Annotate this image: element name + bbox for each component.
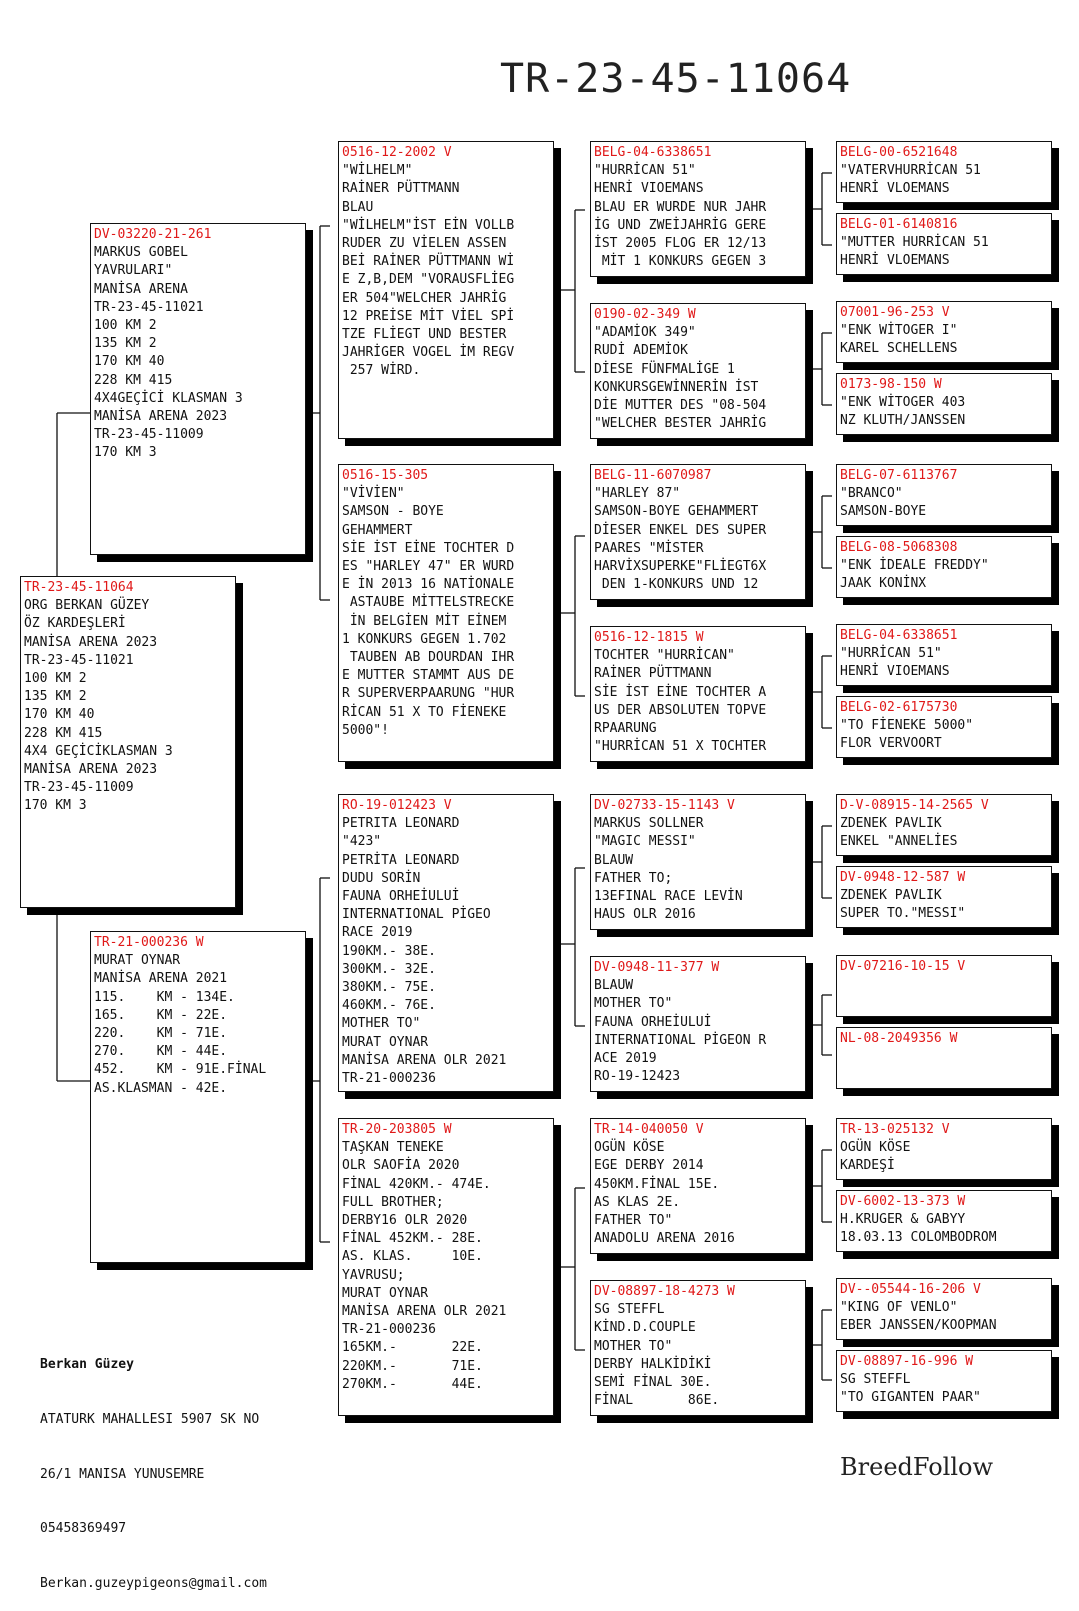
card-line: 12 PREİSE MİT VİEL SPİ [342, 308, 515, 324]
card-line: 170 KM 3 [24, 798, 87, 814]
card-line: 228 KM 415 [24, 725, 103, 741]
card-line: MURAT OYNAR [94, 953, 181, 969]
card-line: BLAUW [594, 852, 634, 868]
card-line: SİE İST EİNE TOCHTER A [594, 684, 767, 700]
card-line: 380KM.- 75E. [342, 980, 436, 996]
card-line: "ENK İDEALE FREDDY" [840, 558, 989, 574]
card-line: 13EFINAL RACE LEVİN [594, 889, 743, 905]
card-line: 460KM.- 76E. [342, 998, 436, 1014]
card-dam[interactable] [90, 931, 306, 1263]
card-line: "423" [342, 834, 382, 850]
card-line: ES "HARLEY 47" ER WURD [342, 559, 515, 575]
card-line: FAUNA ORHEİULUİ [342, 889, 460, 905]
card-line: 300KM.- 32E. [342, 961, 436, 977]
card-line: DİESE FÜNFMALİGE 1 [594, 361, 735, 377]
card-line: MANİSA ARENA OLR 2021 [342, 1304, 507, 1320]
card-line: BLAU [342, 199, 374, 215]
card-gggp-3[interactable] [836, 301, 1052, 363]
ring-number: BELG-04-6338651 [840, 628, 958, 643]
ring-number: TR-21-000236 W [94, 935, 204, 950]
ring-number: DV-03220-21-261 [94, 227, 212, 242]
card-line: DİESER ENKEL DES SUPER [594, 522, 767, 538]
card-line: İN BELGİEN MİT EİNEM [342, 613, 507, 629]
card-ggp-dam-dam-dam[interactable] [590, 1280, 806, 1416]
brand-logo: BreedFollow [840, 1453, 994, 1481]
card-line: INTERNATIONAL PİGEON R [594, 1032, 767, 1048]
card-line: MANİSA ARENA OLR 2021 [342, 1052, 507, 1068]
card-line: AS.KLASMAN - 42E. [94, 1080, 228, 1096]
card-line: ACE 2019 [594, 1051, 657, 1067]
ring-number: 0173-98-150 W [840, 377, 942, 392]
card-gggp-5[interactable] [836, 464, 1052, 526]
card-gggp-2[interactable] [836, 213, 1052, 275]
ring-number: BELG-02-6175730 [840, 700, 958, 715]
card-line: MOTHER TO" [342, 1016, 421, 1032]
card-line: "VATERVHURRİCAN 51 [840, 163, 981, 179]
card-line: INTERNATIONAL PİGEO [342, 907, 491, 923]
page-title: TR-23-45-11064 [500, 56, 852, 102]
card-line: "ENK WİTOGER I" [840, 323, 958, 339]
ring-number: BELG-07-6113767 [840, 468, 958, 483]
card-line: 220KM.- 71E. [342, 1358, 483, 1374]
card-line: 190KM.- 38E. [342, 943, 436, 959]
card-gggp-14[interactable] [836, 1190, 1052, 1252]
contact-phone: 05458369497 [40, 1521, 127, 1537]
card-gggp-7[interactable] [836, 624, 1052, 686]
card-line: RO-19-12423 [594, 1069, 681, 1085]
card-line: TR-23-45-11021 [24, 652, 134, 668]
card-line: PETRITA LEONARD [342, 816, 460, 832]
card-line: MANİSA ARENA [94, 281, 188, 297]
card-line: MURAT OYNAR [342, 1034, 429, 1050]
card-sire[interactable] [90, 223, 306, 555]
card-grandsire-maternal[interactable] [338, 794, 554, 1092]
card-line: MURAT OYNAR [342, 1285, 429, 1301]
card-line: 4X4 GEÇİCİKLASMAN 3 [24, 743, 173, 759]
card-line: 100 KM 2 [24, 671, 87, 687]
card-line: SAMSON - BOYE [342, 504, 444, 520]
card-gggp-13[interactable] [836, 1118, 1052, 1180]
card-line: 135 KM 2 [94, 336, 157, 352]
card-line: MANİSA ARENA 2023 [24, 634, 158, 650]
card-line: 18.03.13 COLOMBODROM [840, 1230, 997, 1246]
card-line: R SUPERVERPAARUNG "HUR [342, 686, 515, 702]
card-ggp-dam-sire-sire[interactable] [590, 794, 806, 930]
card-line: MANİSA ARENA 2021 [94, 971, 228, 987]
card-line: OGÜN KÖSE [594, 1140, 665, 1156]
card-line: 270. KM - 44E. [94, 1044, 228, 1060]
card-gggp-8[interactable] [836, 696, 1052, 758]
ring-number: DV-08897-18-4273 W [594, 1284, 735, 1299]
card-line: "MUTTER HURRİCAN 51 [840, 235, 989, 251]
ring-number: 0190-02-349 W [594, 307, 696, 322]
card-line: SAMSON-BOYE GEHAMMERT [594, 504, 759, 520]
card-line: TR-23-45-11021 [94, 299, 204, 315]
card-main-bird[interactable] [20, 576, 236, 908]
ring-number: BELG-01-6140816 [840, 217, 958, 232]
card-ggp-sire-dam-sire[interactable] [590, 464, 806, 600]
ring-number: RO-19-012423 V [342, 798, 452, 813]
card-gggp-16[interactable] [836, 1350, 1052, 1412]
card-line: TR-21-000236 [342, 1322, 436, 1338]
ring-number: DV-6002-13-373 W [840, 1194, 966, 1209]
card-line: "WİLHELM" [342, 163, 413, 179]
card-line: SEMİ FİNAL 30E. [594, 1375, 712, 1391]
card-line: ASTAUBE MİTTELSTRECKE [342, 595, 515, 611]
card-gggp-12[interactable] [836, 1027, 1052, 1089]
card-line: "TO FİENEKE 5000" [840, 718, 974, 734]
card-line: DERBY16 OLR 2020 [342, 1213, 468, 1229]
ring-number: 0516-15-305 [342, 468, 429, 483]
breeder-contact [40, 1320, 330, 1611]
card-line: HENRİ VLOEMANS [840, 253, 950, 269]
card-line: HENRİ VIOEMANS [840, 664, 950, 680]
card-line: 452. KM - 91E.FİNAL [94, 1062, 267, 1078]
card-line: PETRİTA LEONARD [342, 852, 460, 868]
ring-number: DV--05544-16-206 V [840, 1282, 981, 1297]
card-line: SUPER TO."MESSI" [840, 906, 966, 922]
contact-email[interactable]: Berkan.guzeypigeons@gmail.com [40, 1575, 267, 1591]
card-line: "WELCHER BESTER JAHRİG [594, 416, 767, 432]
card-line: OLR SAOFİA 2020 [342, 1158, 460, 1174]
card-ggp-sire-sire-sire[interactable] [590, 141, 806, 277]
card-line: RACE 2019 [342, 925, 413, 941]
card-line: FİNAL 420KM.- 474E. [342, 1176, 491, 1192]
card-line: 115. KM - 134E. [94, 989, 235, 1005]
card-line: SİE İST EİNE TOCHTER D [342, 540, 515, 556]
card-line: TOCHTER "HURRİCAN" [594, 648, 735, 664]
card-line: ORG BERKAN GÜZEY [24, 598, 150, 614]
card-line: GEHAMMERT [342, 522, 413, 538]
card-line: MANİSA ARENA 2023 [24, 762, 158, 778]
card-line: E MUTTER STAMMT AUS DE [342, 668, 515, 684]
card-line: RAİNER PÜTTMANN [342, 181, 460, 197]
card-line: "ENK WİTOGER 403 [840, 395, 966, 411]
card-gggp-6[interactable] [836, 536, 1052, 598]
card-line: "HURRİCAN 51" [594, 163, 696, 179]
contact-line: 26/1 MANISA YUNUSEMRE [40, 1466, 205, 1482]
card-line: BLAU ER WURDE NUR JAHR [594, 199, 767, 215]
card-line: RAİNER PÜTTMANN [594, 666, 712, 682]
card-line: "KING OF VENLO" [840, 1300, 958, 1316]
card-line: US DER ABSOLUTEN TOPVE [594, 702, 767, 718]
ring-number: BELG-04-6338651 [594, 145, 712, 160]
card-line: 100 KM 2 [94, 318, 157, 334]
card-line: "HARLEY 87" [594, 486, 681, 502]
card-line: 135 KM 2 [24, 689, 87, 705]
card-line: AS KLAS 2E. [594, 1194, 681, 1210]
card-line: E İN 2013 16 NATİONALE [342, 577, 515, 593]
card-line: FİNAL 452KM.- 28E. [342, 1231, 483, 1247]
card-gggp-1[interactable] [836, 141, 1052, 203]
card-line: H.KRUGER & GABYY [840, 1212, 966, 1228]
card-line: 5000"! [342, 722, 389, 738]
card-line: JAHRİGER VOGEL İM REGV [342, 345, 515, 361]
card-line: DEN 1-KONKURS UND 12 [594, 577, 759, 593]
card-line: JAAK KONİNX [840, 576, 927, 592]
card-line: 170 KM 40 [24, 707, 95, 723]
ring-number: BELG-08-5068308 [840, 540, 958, 555]
ring-number: DV-08897-16-996 W [840, 1354, 974, 1369]
ring-number: D-V-08915-14-2565 V [840, 798, 989, 813]
card-line: 257 WİRD. [342, 363, 421, 379]
ring-number: DV-02733-15-1143 V [594, 798, 735, 813]
card-line: FİNAL 86E. [594, 1393, 720, 1409]
ring-number: DV-0948-11-377 W [594, 960, 720, 975]
ring-number: TR-20-203805 W [342, 1122, 452, 1137]
card-ggp-dam-sire-dam[interactable] [590, 956, 806, 1092]
card-line: "WİLHELM"İST EİN VOLLB [342, 217, 515, 233]
card-line: "BRANCO" [840, 486, 903, 502]
card-line: RUDİ ADEMİOK [594, 343, 688, 359]
contact-line: ATATURK MAHALLESI 5907 SK NO [40, 1412, 260, 1428]
card-line: SG STEFFL [840, 1372, 911, 1388]
card-line: 450KM.FİNAL 15E. [594, 1176, 720, 1192]
card-line: EBER JANSSEN/KOOPMAN [840, 1318, 997, 1334]
card-line: BEİ RAİNER PÜTTMANN Wİ [342, 254, 515, 270]
card-line: EGE DERBY 2014 [594, 1158, 704, 1174]
card-line: DUDU SORİN [342, 870, 421, 886]
card-line: YAVRULARI" [94, 263, 173, 279]
ring-number: BELG-11-6070987 [594, 468, 712, 483]
card-line: KARDEŞİ [840, 1158, 895, 1174]
ring-number: TR-23-45-11064 [24, 580, 134, 595]
card-line: "ADAMİOK 349" [594, 325, 696, 341]
card-line: İG UND ZWEİJAHRİG GERE [594, 217, 767, 233]
card-line: SG STEFFL [594, 1302, 665, 1318]
ring-number: TR-14-040050 V [594, 1122, 704, 1137]
card-line: MOTHER TO" [594, 1338, 673, 1354]
card-line: ANADOLU ARENA 2016 [594, 1231, 735, 1247]
card-line: PAARES "MİSTER [594, 540, 704, 556]
card-line: HAUS OLR 2016 [594, 907, 696, 923]
card-line: TAŞKAN TENEKE [342, 1140, 444, 1156]
ring-number: BELG-00-6521648 [840, 145, 958, 160]
card-grandsire-paternal[interactable] [338, 141, 554, 439]
card-line: KAREL SCHELLENS [840, 341, 958, 357]
card-ggp-sire-sire-dam[interactable] [590, 303, 806, 439]
card-line: HENRİ VIOEMANS [594, 181, 704, 197]
card-gggp-15[interactable] [836, 1278, 1052, 1340]
card-line: 165. KM - 22E. [94, 1007, 228, 1023]
card-line: HARVİXSUPERKE"FLİEGT6X [594, 559, 767, 575]
card-line: DERBY HALKİDİKİ [594, 1356, 712, 1372]
card-line: HENRİ VLOEMANS [840, 181, 950, 197]
card-line: "VİVİEN" [342, 486, 405, 502]
card-line: FAUNA ORHEİULUİ [594, 1014, 712, 1030]
ring-number: DV-07216-10-15 V [840, 959, 966, 974]
card-line: MİT 1 KONKURS GEGEN 3 [594, 254, 767, 270]
card-line: 270KM.- 44E. [342, 1376, 483, 1392]
card-gggp-9[interactable] [836, 794, 1052, 856]
card-line: MOTHER TO" [594, 996, 673, 1012]
card-line: BLAUW [594, 978, 634, 994]
card-line: FULL BROTHER; [342, 1194, 444, 1210]
card-ggp-sire-dam-dam[interactable] [590, 626, 806, 762]
card-ggp-dam-dam-sire[interactable] [590, 1118, 806, 1254]
card-line: MANİSA ARENA 2023 [94, 409, 228, 425]
card-line: FATHER TO" [594, 1213, 673, 1229]
card-line: DİE MUTTER DES "08-504 [594, 398, 767, 414]
card-line: RPAARUNG [594, 721, 657, 737]
ring-number: 07001-96-253 V [840, 305, 950, 320]
ring-number: 0516-12-2002 V [342, 145, 452, 160]
card-line: E Z,B,DEM "VORAUSFLİEG [342, 272, 515, 288]
card-line: SAMSON-BOYE [840, 504, 927, 520]
card-line: FATHER TO; [594, 870, 673, 886]
card-line: TR-21-000236 [342, 1071, 436, 1087]
card-line: TAUBEN AB DOURDAN IHR [342, 650, 515, 666]
card-line: RUDER ZU VİELEN ASSEN [342, 236, 507, 252]
card-line: 170 KM 40 [94, 354, 165, 370]
card-line: "HURRİCAN 51 X TOCHTER [594, 739, 767, 755]
card-line: İST 2005 FLOG ER 12/13 [594, 236, 767, 252]
card-line: TR-23-45-11009 [94, 427, 204, 443]
card-line: "MAGIC MESSI" [594, 834, 696, 850]
card-line: ENKEL "ANNELİES [840, 834, 958, 850]
ring-number: 0516-12-1815 W [594, 630, 704, 645]
card-gggp-10[interactable] [836, 866, 1052, 928]
card-line: OGÜN KÖSE [840, 1140, 911, 1156]
card-line: TZE FLİEGT UND BESTER [342, 327, 507, 343]
card-line: ZDENEK PAVLIK [840, 816, 942, 832]
card-line: ER 504"WELCHER JAHRİG [342, 290, 507, 306]
card-line: 165KM.- 22E. [342, 1340, 483, 1356]
card-line: TR-23-45-11009 [24, 780, 134, 796]
ring-number: TR-13-025132 V [840, 1122, 950, 1137]
card-line: NZ KLUTH/JANSSEN [840, 413, 966, 429]
card-line: 1 KONKURS GEGEN 1.702 [342, 631, 507, 647]
card-line: 4X4GEÇİCİ KLASMAN 3 [94, 390, 243, 406]
card-line: AS. KLAS. 10E. [342, 1249, 483, 1265]
ring-number: DV-0948-12-587 W [840, 870, 966, 885]
card-line: KONKURSGEWİNNERİN İST [594, 379, 759, 395]
ring-number: NL-08-2049356 W [840, 1031, 958, 1046]
card-granddam-maternal[interactable] [338, 1118, 554, 1416]
card-line: 170 KM 3 [94, 445, 157, 461]
card-gggp-11[interactable] [836, 955, 1052, 1017]
card-line: RİCAN 51 X TO FİENEKE [342, 704, 507, 720]
card-line: KİND.D.COUPLE [594, 1320, 696, 1336]
breeder-name: Berkan Güzey [40, 1357, 134, 1373]
card-granddam-paternal[interactable] [338, 464, 554, 762]
card-line: "TO GIGANTEN PAAR" [840, 1390, 981, 1406]
card-line: 220. KM - 71E. [94, 1026, 228, 1042]
card-line: "HURRİCAN 51" [840, 646, 942, 662]
card-gggp-4[interactable] [836, 373, 1052, 435]
card-line: MARKUS GOBEL [94, 245, 188, 261]
card-line: ZDENEK PAVLIK [840, 888, 942, 904]
card-line: MARKUS SOLLNER [594, 816, 704, 832]
card-line: 228 KM 415 [94, 372, 173, 388]
card-line: YAVRUSU; [342, 1267, 405, 1283]
card-line: FLOR VERVOORT [840, 736, 942, 752]
card-line: ÖZ KARDEŞLERİ [24, 616, 126, 632]
